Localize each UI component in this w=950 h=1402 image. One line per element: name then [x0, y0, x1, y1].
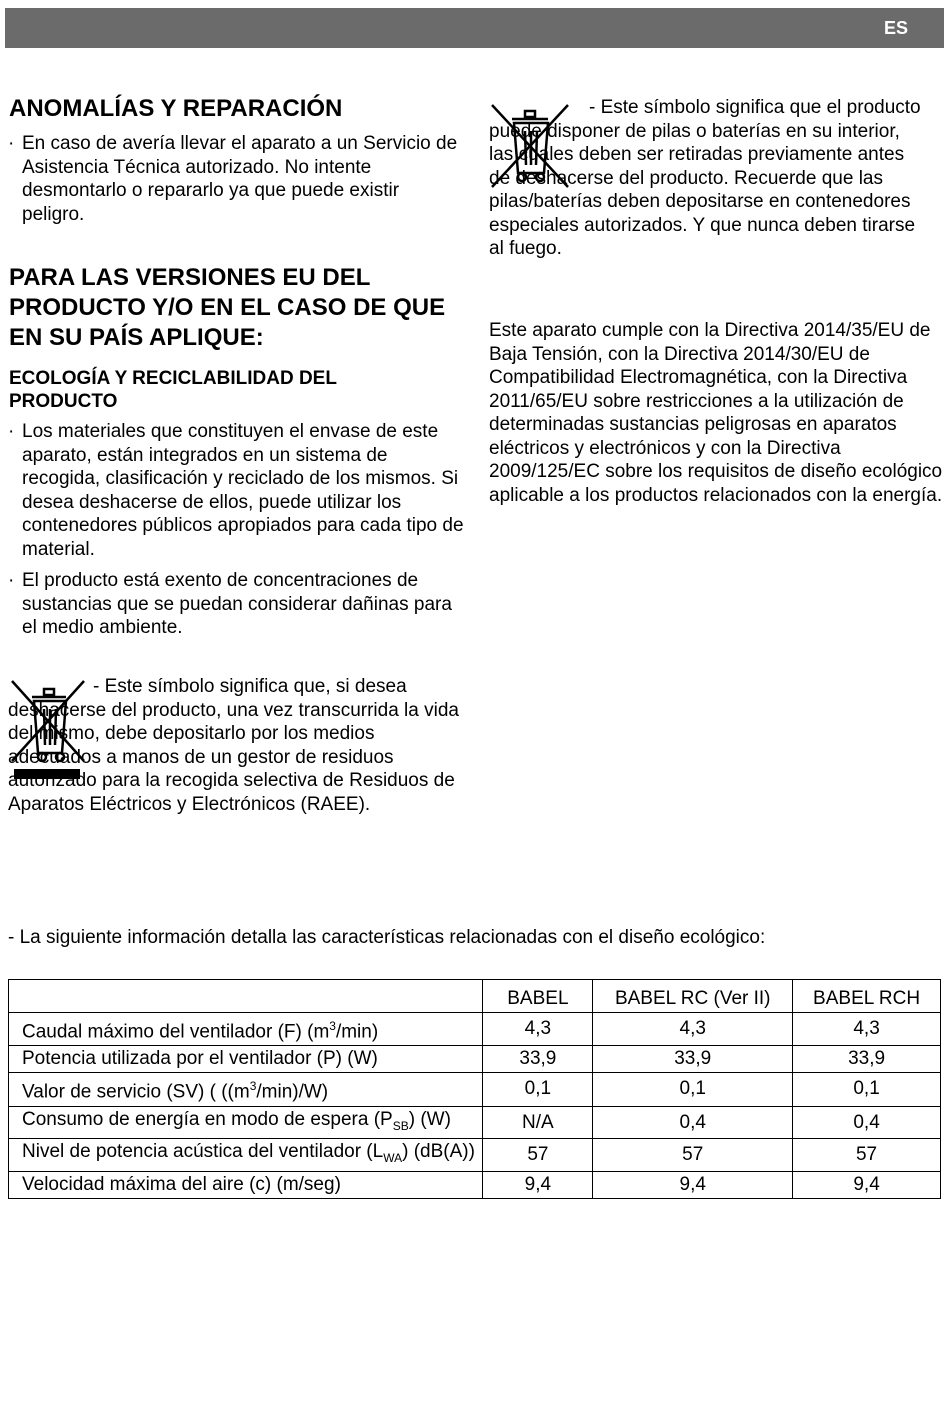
- row-value: 4,3: [793, 1013, 941, 1046]
- row-label: [9, 1013, 483, 1046]
- row-value: 57: [793, 1139, 941, 1172]
- table-row: [9, 1013, 941, 1046]
- table-header-cell: BABEL RCH: [793, 980, 941, 1013]
- row-value: 0,1: [593, 1073, 793, 1106]
- row-value: 4,3: [593, 1013, 793, 1046]
- row-label-text: /min): [335, 1021, 379, 1043]
- row-label: [9, 1172, 483, 1199]
- row-label-text: Valor de servicio (SV) ( ((m: [22, 1081, 250, 1103]
- row-label: [9, 1046, 483, 1073]
- language-label: ES: [883, 18, 908, 38]
- row-label-text: Nivel de potencia acústica del ventilador (L: [22, 1141, 384, 1163]
- row-label-sub: SB: [392, 1118, 409, 1133]
- bullet-dot: ·: [8, 133, 15, 154]
- row-label-sub: WA: [383, 1151, 403, 1166]
- row-label-text: ) (dB(A)): [402, 1141, 475, 1163]
- row-label-sup: 3: [329, 1019, 336, 1033]
- row-value: 0,4: [793, 1106, 941, 1139]
- bullet-dot: ·: [8, 570, 15, 591]
- section-title-anomalies: ANOMALÍAS Y REPARACIÓN: [9, 95, 343, 122]
- table-header-cell: BABEL: [483, 980, 593, 1013]
- bullet-dot: ·: [8, 421, 15, 442]
- eco-design-table: [8, 979, 941, 1199]
- row-value: 33,9: [593, 1046, 793, 1073]
- table-row: [9, 1172, 941, 1199]
- row-value: 0,4: [593, 1106, 793, 1139]
- header-bar: [5, 8, 944, 48]
- table-row: [9, 1073, 941, 1106]
- bullet-substances: [8, 569, 467, 640]
- row-value: 33,9: [483, 1046, 593, 1073]
- row-label: [9, 1106, 483, 1139]
- row-value: 57: [483, 1139, 593, 1172]
- weee-description: - Este símbolo significa que, si desea deshacerse del producto, una vez transcurrida la vida del mismo, debe depositarlo por los medios adecuados a manos de un gestor de residuos autorizado para la recogida selectiva de Residuos de Aparatos Eléctricos y Electrónicos (RAEE).: [8, 676, 459, 815]
- eco-intro: - La siguiente información detalla las características relacionadas con el diseño ecológico:: [8, 927, 766, 948]
- section-subtitle-ecology: ECOLOGÍA Y RECICLABILIDAD DEL PRODUCTO: [9, 368, 337, 412]
- row-value: 0,1: [793, 1073, 941, 1106]
- row-label-text: ) (W): [408, 1108, 451, 1130]
- row-value: 9,4: [793, 1172, 941, 1199]
- table-header-row: [9, 980, 941, 1013]
- row-value: 0,1: [483, 1073, 593, 1106]
- battery-description: - Este símbolo significa que el producto puede disponer de pilas o baterías en su interior, las cuales deben ser retiradas previamente antes de deshacerse del producto. Recuerde que las pilas/baterías deben depositarse en contenedores especiales autorizados. Y que nunca deben tirarse al fuego.: [489, 97, 921, 259]
- bullet-repair: [8, 132, 462, 226]
- row-label-text: Potencia utilizada por el ventilador (P) (W): [22, 1048, 378, 1070]
- table-header-cell: [9, 980, 483, 1013]
- table-row: [9, 1046, 941, 1073]
- bullet-packaging-text: Los materiales que constituyen el envase de este aparato, están integrados en un sistema de recogida, clasificación y reciclado de los mismos. Si desea deshacerse de ellos, puede utilizar los contenedores públicos apropiados para cada tipo de material.: [22, 421, 464, 560]
- row-value: 9,4: [483, 1172, 593, 1199]
- directive-compliance: Este aparato cumple con la Directiva 2014/35/EU de Baja Tensión, con la Directiva 2014/30/EU de Compatibilidad Electromagnética, con la Directiva 2011/65/EU sobre restricciones a la utilización de determinadas sustancias peligrosas en aparatos eléctricos y electrónicos y con la Directiva 2009/125/EC sobre los requisitos de diseño ecológico aplicable a los productos relacionados con la energía.: [489, 320, 943, 506]
- row-label: [9, 1073, 483, 1106]
- row-value: N/A: [483, 1106, 593, 1139]
- row-label: [9, 1139, 483, 1172]
- row-label-text: /min)/W): [256, 1081, 329, 1103]
- row-label-text: Consumo de energía en modo de espera (P: [22, 1108, 393, 1130]
- table-row: [9, 1139, 941, 1172]
- bullet-packaging: [8, 420, 467, 561]
- row-value: 4,3: [483, 1013, 593, 1046]
- row-label-text: Caudal máximo del ventilador (F) (m: [22, 1021, 330, 1043]
- bullet-repair-text: En caso de avería llevar el aparato a un Servicio de Asistencia Técnica autorizado. No intente desmontarlo o repararlo ya que puede existir peligro.: [22, 133, 458, 225]
- row-value: 57: [593, 1139, 793, 1172]
- section-title-eu-versions: PARA LAS VERSIONES EU DEL PRODUCTO Y/O EN EL CASO DE QUE EN SU PAÍS APLIQUE:: [9, 264, 446, 351]
- row-value: 33,9: [793, 1046, 941, 1073]
- row-label-sup: 3: [249, 1079, 257, 1094]
- table-row: [9, 1106, 941, 1139]
- bullet-substances-text: El producto está exento de concentraciones de sustancias que se puedan considerar dañinas para el medio ambiente.: [22, 570, 452, 638]
- row-label-text: Velocidad máxima del aire (c) (m/seg): [22, 1174, 341, 1196]
- row-value: 9,4: [593, 1172, 793, 1199]
- table-header-cell: BABEL RC (Ver II): [593, 980, 793, 1013]
